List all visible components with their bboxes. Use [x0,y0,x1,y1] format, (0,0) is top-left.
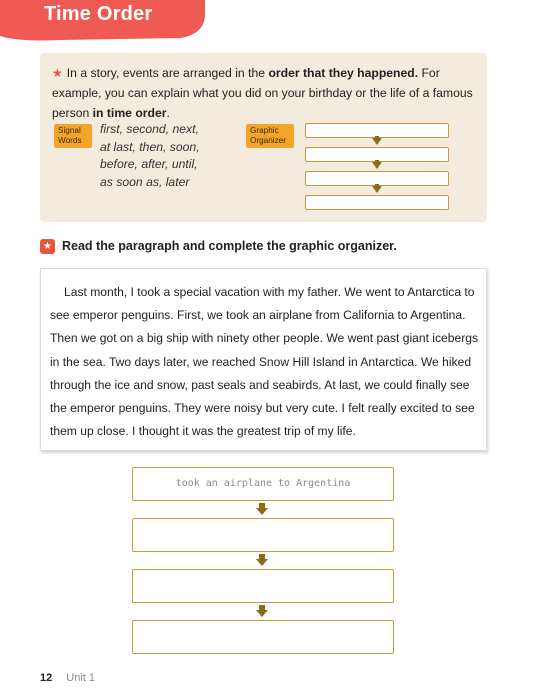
star-icon: ★ [52,66,63,80]
intro-bold1: order that they happened. [268,66,419,80]
signal-words-list [100,121,230,191]
page-footer [40,672,95,684]
reading-passage-box [40,268,487,451]
signal-words-line: as soon as, later [100,174,190,189]
signal-words-line: first, second, next, [100,122,199,136]
arrow-down-icon [305,186,451,195]
reading-passage: Last month, I took a special vacation with my father. We went to Antarctica to see emperor penguins. First, we took an airplane from California to Argentina. Then we got on a big ship with ninety other people. We went past giant icebergs in the sea. Two days later, we reached Snow Hill Island in Antarctica. We hiked through the ice and snow, past seals and seabirds. At last, we could finally see the emperor penguins. They were noisy but very cute. I felt really excited to see them up close. I thought it was the greatest trip of my life. [50,285,479,439]
mini-graphic-organizer [305,123,451,210]
signal-words-line: at last, then, soon, [100,139,200,154]
signal-words-tag: Signal Words [54,124,92,148]
unit-label: Unit 1 [66,672,95,684]
instruction-text: Read the paragraph and complete the graphic organizer. [62,239,397,253]
intro-text [52,63,477,123]
info-box [40,53,487,222]
graphic-organizer-tag: Graphic Organizer [246,124,294,148]
organizer-answer-box-2[interactable] [132,518,394,552]
organizer-answer-box-1[interactable]: took an airplane to Argentina [132,467,394,501]
instruction [40,238,500,256]
mini-organizer-box [305,195,449,210]
intro-part1: In a story, events are arranged in the [66,66,269,80]
graphic-organizer [132,467,396,654]
arrow-down-icon [305,162,451,171]
arrow-down-icon [132,552,396,569]
page-number: 12 [40,672,53,684]
signal-words-line: before, after, until, [100,157,198,171]
page-title: Time Order [44,3,153,25]
title-banner [0,0,540,46]
intro-part2: For example, you can explain what you did on your birthday or the life of a famous person [52,66,473,120]
organizer-answer-box-3[interactable] [132,569,394,603]
organizer-answer-box-4[interactable] [132,620,394,654]
arrow-down-icon [132,603,396,620]
intro-end: . [166,106,170,120]
star-icon: ★ [40,239,55,254]
intro-bold2: in time order [92,106,167,120]
arrow-down-icon [132,501,396,518]
arrow-down-icon [305,138,451,147]
